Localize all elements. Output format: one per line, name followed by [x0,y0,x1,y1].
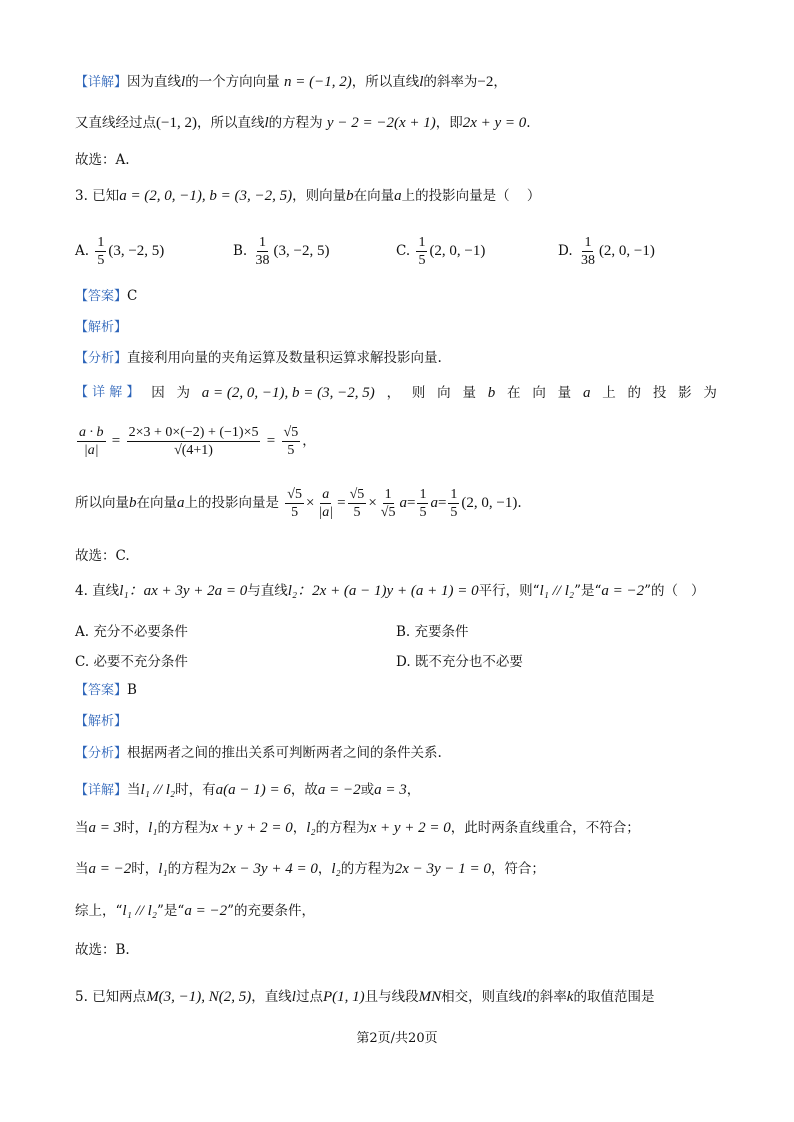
math-condition: a = −2 [88,861,132,877]
text: 根据两者之间的推出关系可判断两者之间的条件关系. [127,745,442,761]
char: ， [386,385,401,401]
option-a [75,234,164,269]
numerator: √5 [283,425,299,440]
analysis-sub-label: 【分析】 [75,351,128,366]
numerator: a [322,487,330,502]
text: 的斜率为 [423,74,478,90]
detail-label: 【 详 解 】 [75,385,140,400]
detail-4-line [75,780,420,801]
fraction [379,486,398,521]
math-b: b [346,188,354,204]
text: ，即 [435,115,463,131]
fraction [316,486,335,521]
denominator: 5 [418,253,426,268]
math-value: (2, 0, −1) [461,495,518,511]
text: ”是“ [574,583,602,599]
fraction [285,486,304,521]
case-a3 [75,818,640,838]
math-slope: −2 [477,74,494,90]
text: 过点 [295,989,323,1005]
analysis-summary-4 [75,743,442,764]
text: 的方程为 [315,820,370,836]
math-vector-n: n = (−1, 2) [283,74,352,90]
detail-3-line [75,383,717,403]
math-parallel: l₁ // l₂ [140,782,176,798]
char: 影 [678,385,692,401]
math-parallel: l₁ // l₂ [539,583,575,599]
text: 在向量 [136,495,177,511]
math-a: a [582,385,591,401]
analysis-summary-3 [75,348,442,369]
option-text: 充要条件 [414,624,469,640]
numerator: √5 [349,487,365,502]
math-equation: 2x − 3y + 4 = 0 [221,861,318,877]
option-a [75,620,188,640]
text: 相交，则直线 [441,989,523,1005]
char: 向 [437,385,451,401]
question-number: 3. [75,188,88,204]
char: 则 [411,385,426,401]
denominator: 5 [353,505,361,520]
char: 在 [507,385,521,401]
option-d [558,234,655,269]
text: 直接利用向量的夹角运算及数量积运算求解投影向量. [127,350,442,366]
numerator: √5 [287,487,302,502]
option-key: C. [75,654,90,670]
math-a: a [394,188,402,204]
text: ，所以直线 [351,74,420,90]
text: 的方程为 [268,115,323,131]
text: 当 [127,782,141,798]
math-l: l [181,74,186,90]
math-point: (−1, 2) [156,115,197,131]
detail-line-1 [75,72,507,93]
text: ，则向量 [292,188,347,204]
text: ，此时两条直线重合，不符合； [450,820,640,836]
option-key: B. [233,243,248,259]
text: 因为直线 [127,74,182,90]
numerator: 1 [384,487,392,502]
denominator: 5 [450,505,458,520]
text: 的一个方向向量 [185,74,280,90]
text: 时， [131,861,159,877]
text: 当 [75,861,89,877]
text: 上的投影向量是（ [401,188,510,204]
math-l2: l₂ [287,583,298,599]
math-root: a = −2 [317,782,361,798]
question-5 [75,987,654,1007]
math-points: M(3, −1), N(2, 5) [146,989,252,1005]
text: 又直线经过点 [75,115,156,131]
text: ，符合； [490,861,545,877]
detail-label: 【详解】 [75,783,128,798]
numerator: 1 [259,235,267,250]
conclusion [75,901,315,921]
math-l: l [522,989,527,1005]
math-equation: y − 2 = −2(x + 1) [326,115,436,131]
question-number: 5. [75,989,88,1005]
text: 平行，则“ [478,583,540,599]
text: 时，有 [175,782,216,798]
numerator: 1 [584,235,592,250]
option-c [396,234,485,269]
numerator: 1 [418,235,426,250]
text: 综上，“ [75,903,123,919]
denominator: 5 [291,505,299,520]
denominator: 38 [580,253,595,268]
text: ”是“ [157,903,185,919]
answer-3 [75,286,137,307]
text: 或 [360,782,375,798]
text: 的方程为 [157,820,212,836]
option-key: D. [396,654,411,670]
math-a: a [430,495,438,511]
math-condition: a = −2 [601,583,645,599]
option-b [396,620,469,640]
option-value: (3, −2, 5) [273,243,330,259]
option-key: C. [396,243,411,259]
math-l1: l₁ [148,820,158,836]
char: 量 [462,385,476,401]
fraction [416,234,427,269]
math-l: l [291,989,296,1005]
text: ，故 [290,782,318,798]
option-key: D. [558,243,573,259]
text: ”的充要条件， [227,903,315,919]
numerator: 2×3 + 0×(−2) + (−1)×5 [128,425,259,440]
text: . [517,495,522,511]
numerator: 1 [419,487,427,502]
math-a: a [399,495,407,511]
fraction [77,424,106,459]
projection-result: 所以向量b在向量a上的投影向量是 $\frac{√5}{5}$ × $\frac{a}{|a|}$ = $\frac{√5}{5}$ × $\frac{1}{√5}$ a= $\frac{1}{5}$ a= $\frac{1}{5}$ (2, 0, −1). [75,487,522,520]
numerator: a · b [79,425,104,440]
numerator: 1 [450,487,458,502]
math-l2: l₂ [331,861,341,877]
answer-label: 【答案】 [75,289,128,304]
case-a-minus2 [75,859,545,879]
option-key: A. [75,624,90,640]
math-vectors: a = (2, 0, −1), b = (3, −2, 5) [201,385,375,401]
math-b: b [487,385,496,401]
math-root: a = 3 [374,782,407,798]
fraction [417,486,428,521]
option-text: 充分不必要条件 [93,624,188,640]
denominator: √(4+1) [174,443,213,458]
text: 当 [75,820,89,836]
fraction [127,424,261,459]
math-equation: ：2x + (a − 1)y + (a + 1) = 0 [297,583,479,599]
option-d [396,650,523,670]
math-point: P(1, 1) [322,989,365,1005]
option-key: A. [75,243,90,259]
text: ，所以直线 [196,115,265,131]
option-c [75,650,188,670]
text: 的方程为 [167,861,222,877]
fraction [348,486,367,521]
math-l: l [264,115,269,131]
detail-label: 【详解】 [75,75,128,90]
math-condition: a = −2 [184,903,228,919]
math-l2: l₂ [306,820,316,836]
text: ， [292,820,307,836]
text: 且与线段 [364,989,419,1005]
text: 已知 [92,188,120,204]
answer-value: B [127,682,137,698]
detail-line-2 [75,113,531,133]
math-k: k [566,989,574,1005]
fraction [95,234,106,269]
text: . [526,115,531,131]
math-a: a [177,495,185,511]
char: 投 [652,385,667,401]
option-text: 既不充分也不必要 [414,654,523,670]
question-3 [75,186,540,206]
math-l: l [419,74,424,90]
option-key: B. [396,624,411,640]
answer-4 [75,680,137,701]
projection-formula: $\frac{a \cdot b}{|a|}$ = $\frac{2\times 3 + 0\times(-2) + (-1)\times 5}{√(4+1)}$ = $\frac{√5}{5}$ ， [79,425,316,458]
char: 的 [627,385,642,401]
math-b: b [129,495,137,511]
text: ，直线 [251,989,292,1005]
fraction [282,424,301,459]
page-footer: 第2页/共20页 [356,1031,438,1046]
text: 已知两点 [92,989,147,1005]
text: 在向量 [353,188,395,204]
text: ） [526,188,541,204]
math-vectors: a = (2, 0, −1), b = (3, −2, 5) [119,188,293,204]
text: 与直线 [247,583,288,599]
char: 因 [151,385,165,401]
text: 的取值范围是 [573,989,655,1005]
analysis-4 [75,711,127,732]
math-equation: 2x + y = 0 [462,115,527,131]
denominator: |a| [83,443,99,458]
math-parallel: l₁ // l₂ [122,903,158,919]
denominator: 5 [419,505,427,520]
option-value: (3, −2, 5) [108,243,165,259]
fraction [579,234,597,269]
text: 直线 [92,583,120,599]
analysis-label: 【解析】 [75,320,128,335]
denominator: 5 [287,443,295,458]
text: 所以向量 [75,495,129,511]
text: ， [302,433,316,449]
text: 上的投影向量是 [184,495,279,511]
math-condition: a = 3 [88,820,122,836]
option-b [233,234,329,269]
question-4 [75,581,704,601]
math-l1: l₁ [119,583,129,599]
math-equation: a(a − 1) = 6 [215,782,291,798]
char: 为 [703,385,717,401]
text: ） [690,583,705,599]
text: ”的（ [644,583,679,599]
char: 为 [176,385,190,401]
denominator: √5 [380,505,396,520]
math-segment: MN [418,989,442,1005]
text: ， [406,782,421,798]
question-number: 4. [75,583,88,599]
option-value: (2, 0, −1) [429,243,486,259]
choose-a: 故选：A. [75,152,130,168]
char: 上 [602,385,616,401]
analysis-sub-label: 【分析】 [75,746,128,761]
text: ， [317,861,332,877]
analysis-label: 【解析】 [75,714,128,729]
answer-value: C [127,288,138,304]
numerator: 1 [97,235,105,250]
denominator: 38 [255,253,270,268]
choose-b: 故选：B. [75,942,130,958]
fraction [448,486,459,521]
text: 的方程为 [340,861,395,877]
denominator: |a| [318,505,334,520]
denominator: 5 [97,253,105,268]
char: 量 [557,385,572,401]
text: ， [493,74,507,90]
char: 向 [532,385,546,401]
math-equation: ：ax + 3y + 2a = 0 [128,583,248,599]
math-equation: x + y + 2 = 0 [369,820,451,836]
choose-c: 故选：C. [75,548,130,564]
text: 的斜率 [526,989,567,1005]
option-value: (2, 0, −1) [598,243,655,259]
text: 时， [121,820,149,836]
option-text: 必要不充分条件 [93,654,188,670]
math-equation: x + y + 2 = 0 [211,820,293,836]
analysis-3 [75,317,127,338]
math-equation: 2x − 3y − 1 = 0 [394,861,491,877]
math-l1: l₁ [158,861,168,877]
answer-label: 【答案】 [75,683,128,698]
fraction [254,234,272,269]
